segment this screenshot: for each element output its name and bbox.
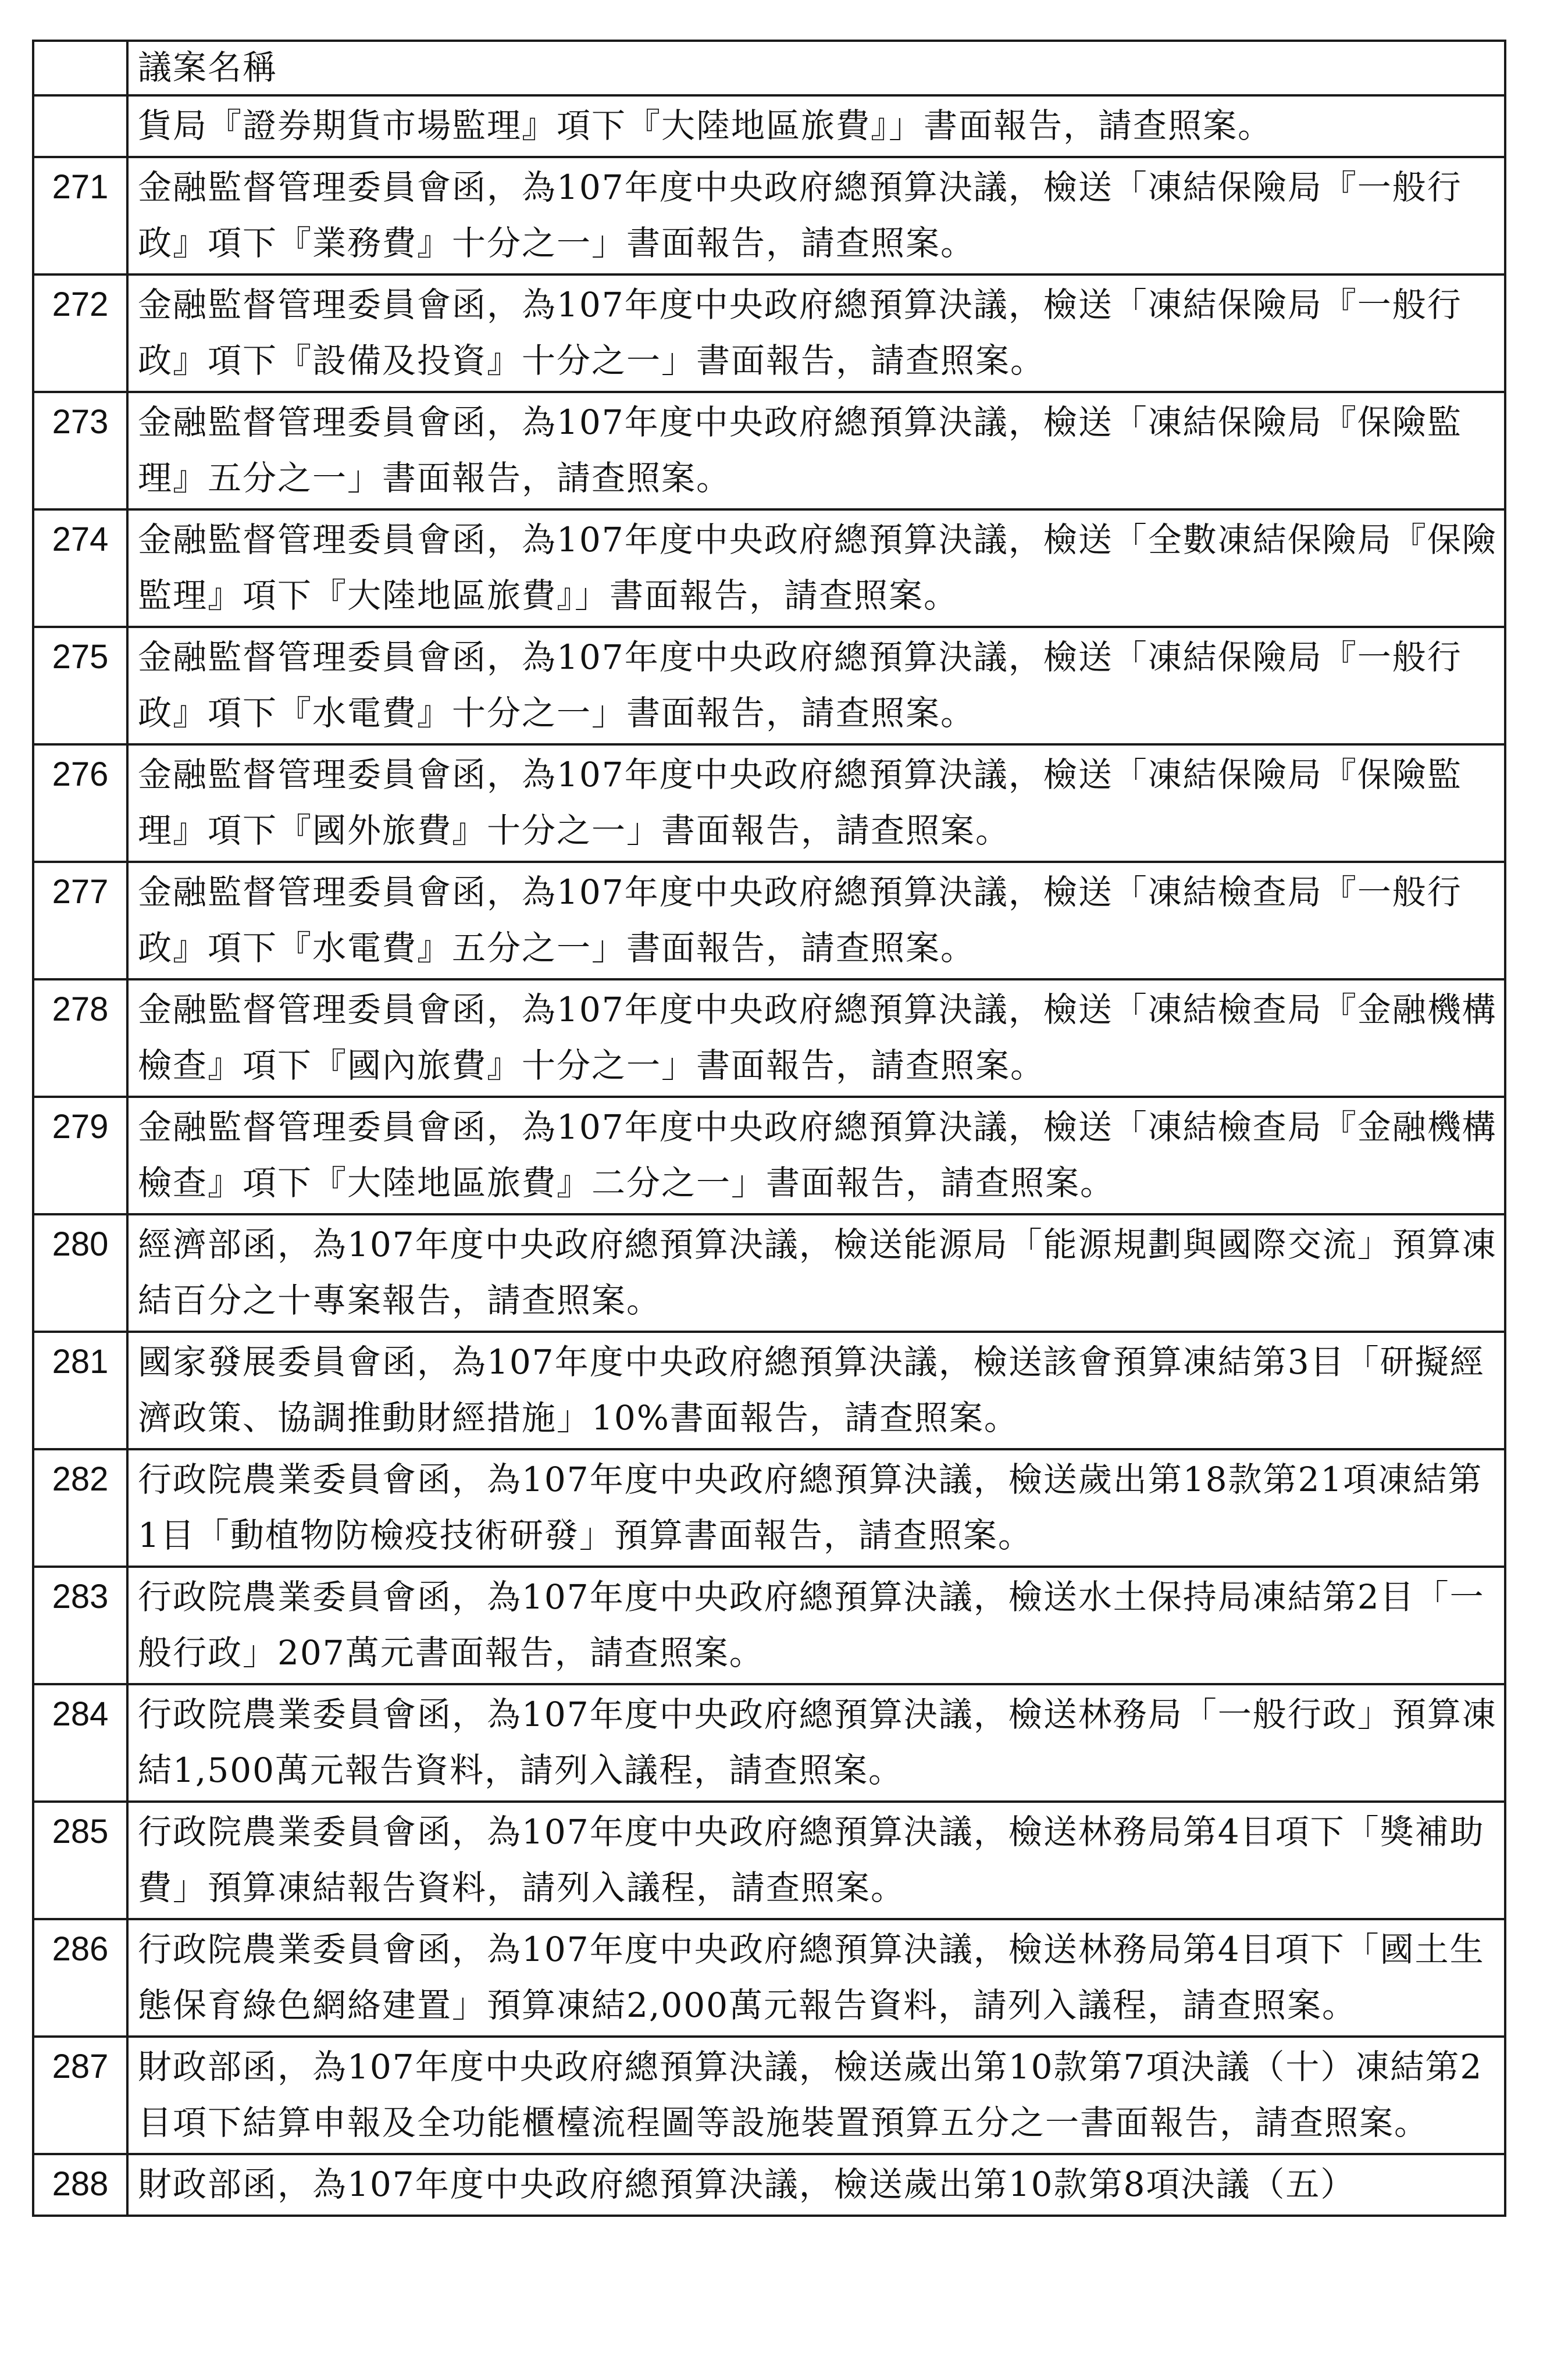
agenda-row — [33, 1449, 1505, 1567]
agenda-item-text: 金融監督管理委員會函，為107年度中央政府總預算決議，檢送「凍結檢查局『金融機構檢查』項下『大陸地區旅費』二分之一」書面報告，請查照案。 — [127, 1097, 1505, 1214]
continuation-number-cell — [33, 95, 127, 157]
header-title-cell: 議案名稱 — [127, 41, 1505, 95]
agenda-item-number: 281 — [33, 1332, 127, 1449]
agenda-item-number: 276 — [33, 744, 127, 862]
agenda-item-number: 288 — [33, 2154, 127, 2216]
agenda-item-text: 行政院農業委員會函，為107年度中央政府總預算決議，檢送林務局「一般行政」預算凍結1,500萬元報告資料，請列入議程，請查照案。 — [127, 1684, 1505, 1802]
agenda-row — [33, 1919, 1505, 2037]
agenda-item-text: 金融監督管理委員會函，為107年度中央政府總預算決議，檢送「凍結保險局『一般行政』項下『設備及投資』十分之一」書面報告，請查照案。 — [127, 274, 1505, 392]
agenda-item-number: 274 — [33, 509, 127, 627]
agenda-row — [33, 1684, 1505, 1802]
agenda-item-text: 行政院農業委員會函，為107年度中央政府總預算決議，檢送林務局第4目項下「國土生態保育綠色網絡建置」預算凍結2,000萬元報告資料，請列入議程，請查照案。 — [127, 1919, 1505, 2037]
agenda-item-text: 行政院農業委員會函，為107年度中央政府總預算決議，檢送歲出第18款第21項凍結第1目「動植物防檢疫技術研發」預算書面報告，請查照案。 — [127, 1449, 1505, 1567]
agenda-item-number: 287 — [33, 2037, 127, 2154]
agenda-row — [33, 2037, 1505, 2154]
agenda-row — [33, 862, 1505, 979]
agenda-item-text: 金融監督管理委員會函，為107年度中央政府總預算決議，檢送「凍結檢查局『金融機構檢查』項下『國內旅費』十分之一」書面報告，請查照案。 — [127, 979, 1505, 1097]
agenda-table — [32, 40, 1506, 2217]
agenda-item-text: 財政部函，為107年度中央政府總預算決議，檢送歲出第10款第7項決議（十）凍結第2目項下結算申報及全功能櫃檯流程圖等設施裝置預算五分之一書面報告，請查照案。 — [127, 2037, 1505, 2154]
agenda-row — [33, 392, 1505, 509]
agenda-item-number: 272 — [33, 274, 127, 392]
agenda-row — [33, 1214, 1505, 1332]
agenda-row — [33, 744, 1505, 862]
agenda-item-text: 金融監督管理委員會函，為107年度中央政府總預算決議，檢送「凍結保險局『一般行政』項下『業務費』十分之一」書面報告，請查照案。 — [127, 157, 1505, 274]
agenda-row — [33, 274, 1505, 392]
agenda-item-number: 273 — [33, 392, 127, 509]
header-number-cell — [33, 41, 127, 95]
agenda-table-body — [33, 41, 1505, 2216]
agenda-item-text: 金融監督管理委員會函，為107年度中央政府總預算決議，檢送「凍結保險局『一般行政』項下『水電費』十分之一」書面報告，請查照案。 — [127, 627, 1505, 744]
agenda-item-text: 經濟部函，為107年度中央政府總預算決議，檢送能源局「能源規劃與國際交流」預算凍結百分之十專案報告，請查照案。 — [127, 1214, 1505, 1332]
agenda-item-number: 271 — [33, 157, 127, 274]
agenda-row — [33, 157, 1505, 274]
agenda-item-text: 行政院農業委員會函，為107年度中央政府總預算決議，檢送水土保持局凍結第2目「一般行政」207萬元書面報告，請查照案。 — [127, 1567, 1505, 1684]
agenda-item-text: 金融監督管理委員會函，為107年度中央政府總預算決議，檢送「凍結檢查局『一般行政』項下『水電費』五分之一」書面報告，請查照案。 — [127, 862, 1505, 979]
agenda-item-number: 282 — [33, 1449, 127, 1567]
agenda-row — [33, 1097, 1505, 1214]
agenda-item-number: 279 — [33, 1097, 127, 1214]
agenda-item-number: 285 — [33, 1802, 127, 1919]
agenda-item-number: 275 — [33, 627, 127, 744]
agenda-item-number: 277 — [33, 862, 127, 979]
agenda-item-text: 財政部函，為107年度中央政府總預算決議，檢送歲出第10款第8項決議（五） — [127, 2154, 1505, 2216]
agenda-item-text: 行政院農業委員會函，為107年度中央政府總預算決議，檢送林務局第4目項下「獎補助費」預算凍結報告資料，請列入議程，請查照案。 — [127, 1802, 1505, 1919]
agenda-row — [33, 1802, 1505, 1919]
continuation-text-cell: 貨局『證券期貨市場監理』項下『大陸地區旅費』」書面報告，請查照案。 — [127, 95, 1505, 157]
agenda-item-text: 金融監督管理委員會函，為107年度中央政府總預算決議，檢送「凍結保險局『保險監理』項下『國外旅費』十分之一」書面報告，請查照案。 — [127, 744, 1505, 862]
agenda-item-number: 283 — [33, 1567, 127, 1684]
agenda-item-text: 國家發展委員會函，為107年度中央政府總預算決議，檢送該會預算凍結第3目「研擬經濟政策、協調推動財經措施」10%書面報告，請查照案。 — [127, 1332, 1505, 1449]
agenda-item-text: 金融監督管理委員會函，為107年度中央政府總預算決議，檢送「凍結保險局『保險監理』五分之一」書面報告，請查照案。 — [127, 392, 1505, 509]
agenda-item-number: 278 — [33, 979, 127, 1097]
agenda-row — [33, 1332, 1505, 1449]
agenda-item-text: 金融監督管理委員會函，為107年度中央政府總預算決議，檢送「全數凍結保險局『保險監理』項下『大陸地區旅費』」書面報告，請查照案。 — [127, 509, 1505, 627]
agenda-row — [33, 509, 1505, 627]
agenda-item-number: 286 — [33, 1919, 127, 2037]
agenda-row — [33, 1567, 1505, 1684]
header-row — [33, 41, 1505, 95]
continuation-row — [33, 95, 1505, 157]
agenda-item-number: 284 — [33, 1684, 127, 1802]
agenda-row — [33, 2154, 1505, 2216]
agenda-row — [33, 979, 1505, 1097]
agenda-row — [33, 627, 1505, 744]
agenda-item-number: 280 — [33, 1214, 127, 1332]
